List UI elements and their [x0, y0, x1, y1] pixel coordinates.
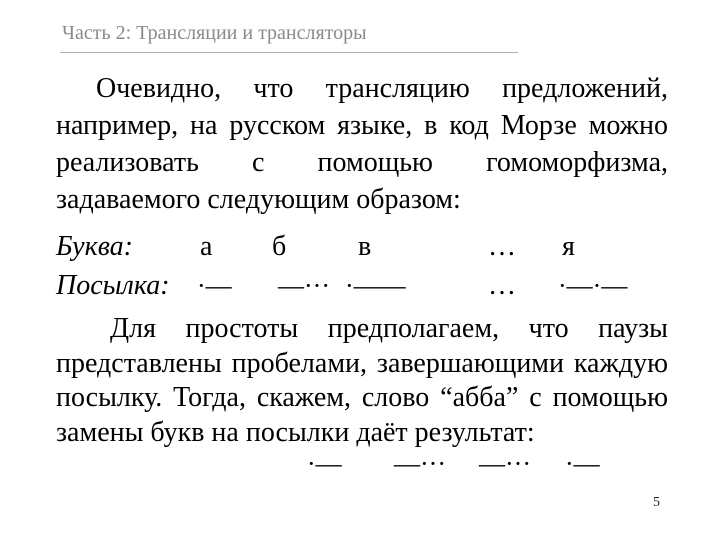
signal-cell: ·——: [345, 271, 406, 300]
result-signal: ·—: [307, 449, 342, 478]
letter-cell: …: [488, 231, 516, 262]
header-divider: [60, 52, 518, 53]
paragraph-intro: Очевидно, что трансляцию предложений, например, на русском языке, в код Морзе можно реализовать с помощью гомоморфизма, задаваемого следующим образом:: [56, 73, 668, 215]
paragraph-result: [56, 312, 668, 450]
letter-cell: б: [272, 231, 287, 262]
letter-cell: в: [358, 231, 372, 262]
letter-cell: я: [562, 231, 575, 262]
signal-cell: —···: [278, 271, 330, 300]
result-signal: —···: [394, 449, 446, 478]
result-signal: ·—: [565, 449, 600, 478]
slide-header: Часть 2: Трансляции и трансляторы: [62, 22, 367, 44]
signal-cell: …: [488, 270, 516, 301]
letter-cell: а: [200, 231, 213, 262]
signal-label: Посылка:: [56, 270, 170, 301]
letter-label: Буква:: [56, 231, 133, 262]
paragraph-result-text: Для простоты предполагаем, что паузы представлены пробелами, завершающими каждую посылку. Тогда, скажем, слово “абба” с помощью замены букв на посылки даёт результат:: [56, 313, 668, 448]
page-number: 5: [653, 495, 660, 510]
signal-cell: ·—: [197, 271, 232, 300]
result-signal: —···: [479, 449, 531, 478]
signal-cell: ·—·—: [558, 271, 628, 300]
